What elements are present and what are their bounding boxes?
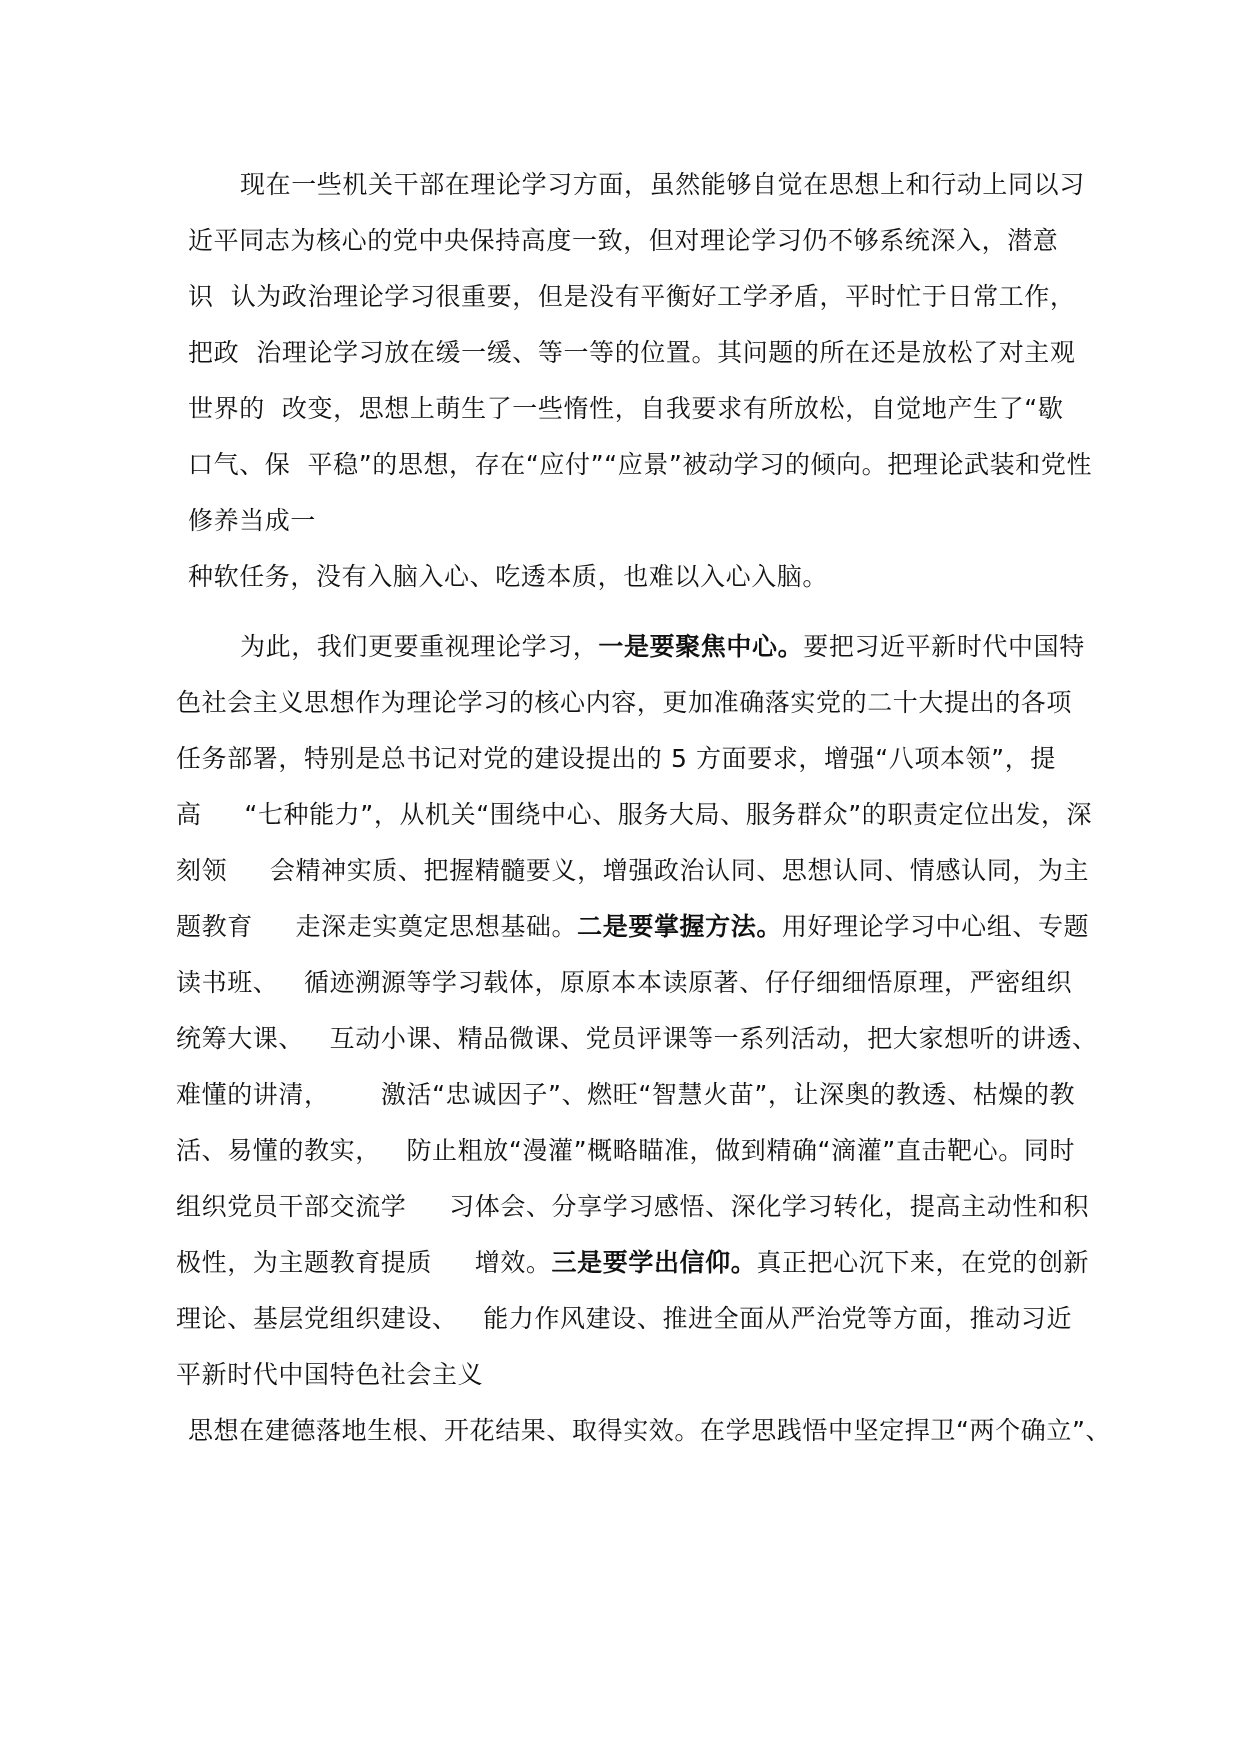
paragraph-2-line-10: 活、易懂的教实， 防止粗放“漫灌”概略瞄准，做到精确“滴灌”直击靶心。同时	[176, 1136, 1076, 1165]
paragraph-2-line-5: 刻领 会精神实质、把握精髓要义，增强政治认同、思想认同、情感认同，为主	[176, 856, 1090, 885]
text-run: 用好理论学习中心组、专题	[781, 912, 1090, 941]
text-run: 极性，为主题教育提质 增效。	[176, 1248, 552, 1277]
bold-heading-focus: 一是要聚焦中心。	[598, 632, 804, 661]
paragraph-2-line-12	[176, 1246, 1089, 1280]
paragraph-2-line-1	[240, 630, 1085, 664]
text-run: 题教育 走深走实奠定思想基础。	[176, 912, 578, 941]
paragraph-1-line-8: 种软任务，没有入脑入心、吃透本质，也难以入心入脑。	[188, 562, 829, 591]
paragraph-1-line-2: 近平同志为核心的党中央保持高度一致，但对理论学习仍不够系统深入，潜意	[188, 226, 1059, 255]
paragraph-1-line-1: 现在一些机关干部在理论学习方面，虽然能够自觉在思想上和行动上同以习	[240, 170, 1085, 199]
paragraph-2-line-13: 理论、基层党组织建设、 能力作风建设、推进全面从严治党等方面，推动习近	[176, 1304, 1073, 1333]
paragraph-2-line-9: 难懂的讲清， 激活“忠诚因子”、燃旺“智慧火苗”，让深奥的教透、枯燥的教	[176, 1080, 1076, 1109]
paragraph-2-line-14: 平新时代中国特色社会主义	[176, 1360, 484, 1389]
text-run: 为此，我们更要重视理论学习，	[240, 632, 599, 661]
bold-heading-faith: 三是要学出信仰。	[551, 1248, 757, 1277]
text-run: 真正把心沉下来，在党的创新	[756, 1248, 1090, 1277]
paragraph-2-line-7: 读书班、 循迹溯源等学习载体，原原本本读原著、仔仔细细悟原理，严密组织	[176, 968, 1073, 997]
paragraph-1-line-6: 口气、保 平稳”的思想，存在“应付”“应景”被动学习的倾向。把理论武装和党性	[188, 450, 1093, 479]
paragraph-2-line-6	[176, 910, 1089, 944]
paragraph-2-line-3: 任务部署，特别是总书记对党的建设提出的 5 方面要求，增强“八项本领”，提	[176, 744, 1056, 773]
paragraph-2-line-2: 色社会主义思想作为理论学习的核心内容，更加准确落实党的二十大提出的各项	[176, 688, 1073, 717]
paragraph-1-line-7: 修养当成一	[188, 506, 317, 535]
paragraph-2-line-11: 组织党员干部交流学 习体会、分享学习感悟、深化学习转化，提高主动性和积	[176, 1192, 1090, 1221]
bold-heading-method: 二是要掌握方法。	[577, 912, 782, 941]
paragraph-2-line-8: 统筹大课、 互动小课、精品微课、党员评课等一系列活动，把大家想听的讲透、	[176, 1024, 1098, 1053]
paragraph-2-line-15: 思想在建德落地生根、开花结果、取得实效。在学思践悟中坚定捍卫“两个确立”、	[188, 1416, 1112, 1445]
paragraph-1-line-4: 把政 治理论学习放在缓一缓、等一等的位置。其问题的所在还是放松了对主观	[188, 338, 1076, 367]
paragraph-2-line-4: 高 “七种能力”，从机关“围绕中心、服务大局、服务群众”的职责定位出发，深	[176, 800, 1093, 829]
text-run: 要把习近平新时代中国特	[803, 632, 1085, 661]
paragraph-1-line-5: 世界的 改变，思想上萌生了一些惰性，自我要求有所放松，自觉地产生了“歇	[188, 394, 1064, 423]
paragraph-1-line-3: 识 认为政治理论学习很重要，但是没有平衡好工学矛盾，平时忙于日常工作，	[188, 282, 1076, 311]
